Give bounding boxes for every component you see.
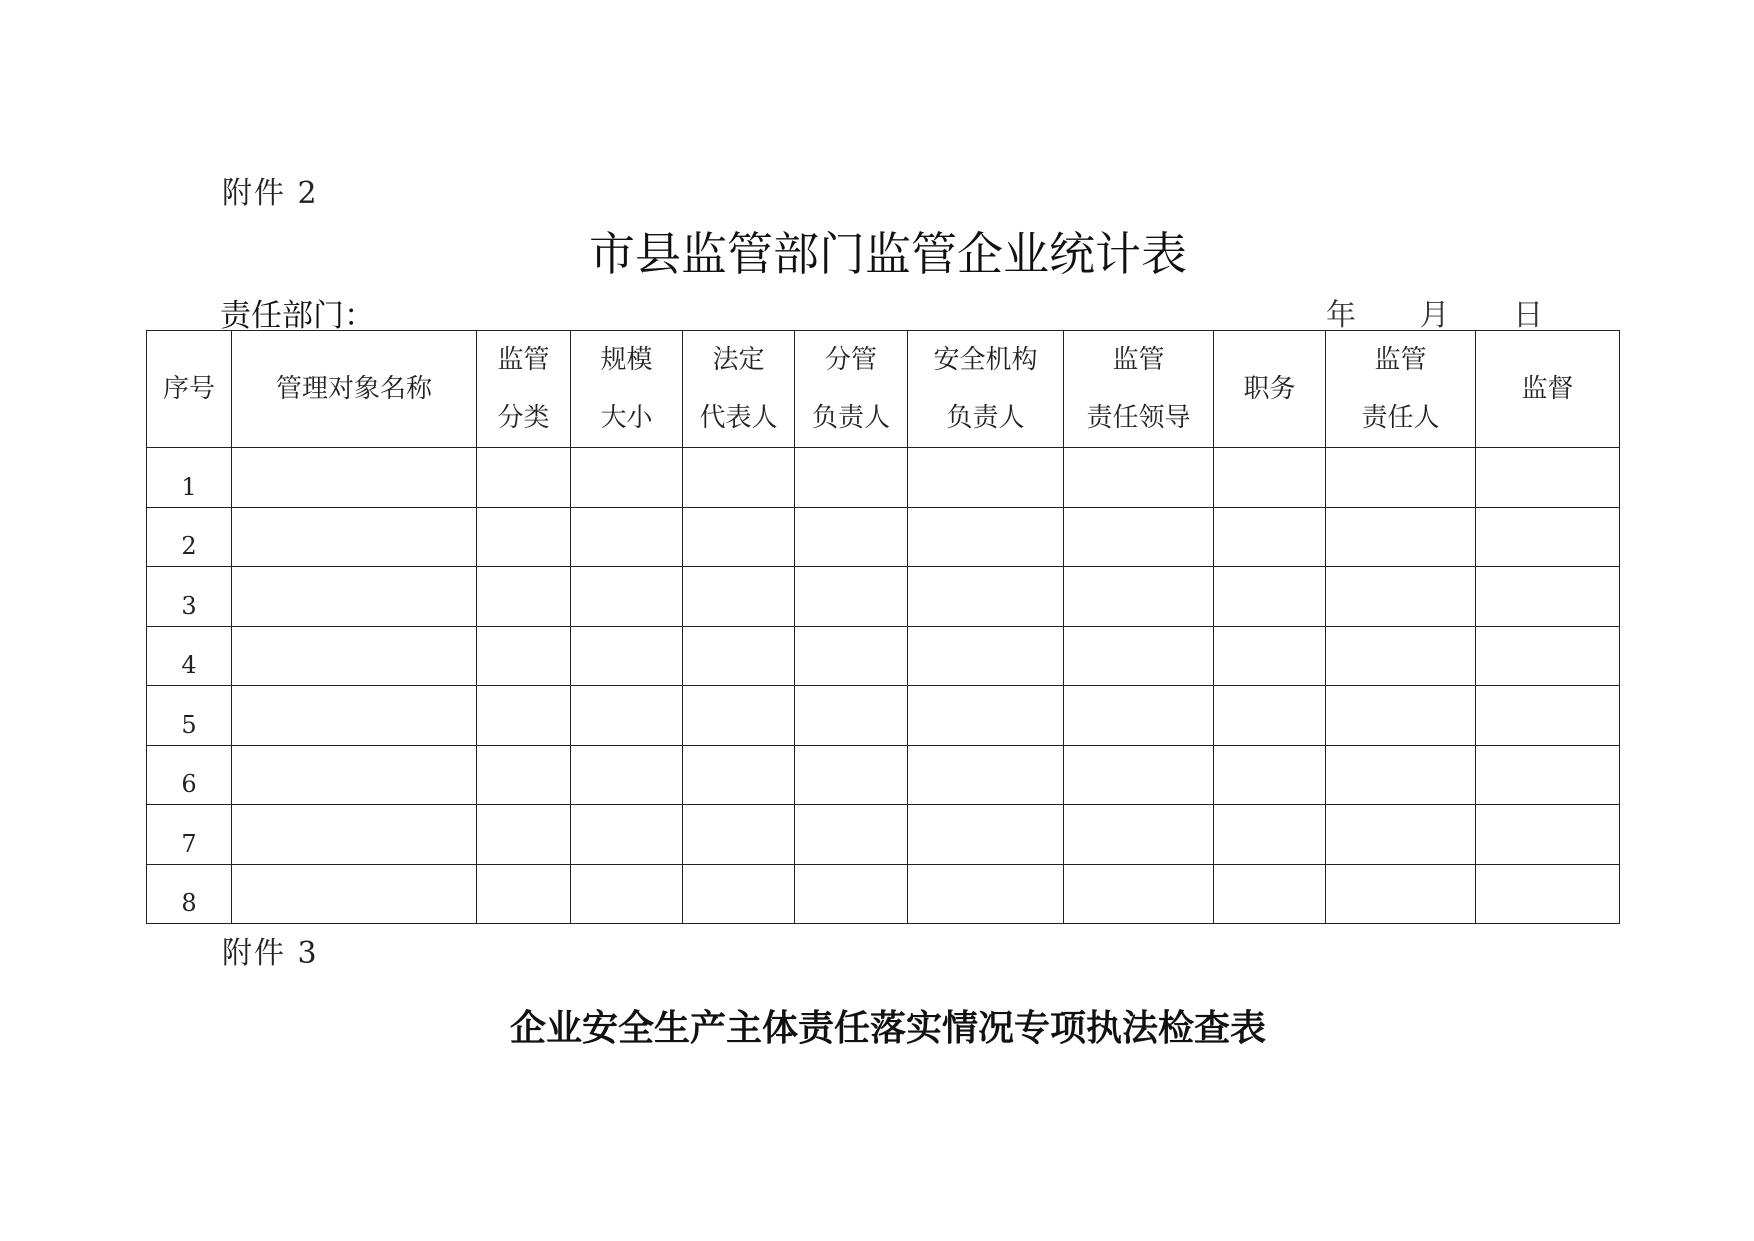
year-label: 年 bbox=[1326, 298, 1356, 333]
table-cell[interactable] bbox=[477, 864, 571, 924]
table-cell[interactable] bbox=[908, 507, 1064, 567]
table-cell[interactable] bbox=[571, 507, 683, 567]
row-number: 5 bbox=[147, 686, 232, 746]
table-cell[interactable] bbox=[1476, 805, 1620, 865]
table-cell[interactable] bbox=[908, 448, 1064, 508]
row-number: 2 bbox=[147, 507, 232, 567]
table-cell[interactable] bbox=[571, 864, 683, 924]
table-cell[interactable] bbox=[477, 626, 571, 686]
table-cell[interactable] bbox=[232, 745, 477, 805]
table-cell[interactable] bbox=[1214, 805, 1326, 865]
table-cell[interactable] bbox=[1476, 448, 1620, 508]
table-row bbox=[147, 626, 1620, 686]
table-cell[interactable] bbox=[1476, 507, 1620, 567]
table-cell[interactable] bbox=[232, 864, 477, 924]
day-label: 日 bbox=[1513, 298, 1544, 333]
table-cell[interactable] bbox=[477, 745, 571, 805]
table-cell[interactable] bbox=[571, 686, 683, 746]
table-header-row bbox=[147, 331, 1620, 448]
table-cell[interactable] bbox=[571, 626, 683, 686]
table-row bbox=[147, 507, 1620, 567]
table-row bbox=[147, 567, 1620, 627]
header-cell: 职务 bbox=[1214, 331, 1326, 448]
table-cell[interactable] bbox=[1326, 745, 1476, 805]
table-body bbox=[147, 448, 1620, 924]
table-cell[interactable] bbox=[477, 686, 571, 746]
table-cell[interactable] bbox=[1064, 686, 1214, 746]
table-cell[interactable] bbox=[683, 507, 795, 567]
table-cell[interactable] bbox=[795, 448, 908, 508]
table-cell[interactable] bbox=[683, 567, 795, 627]
table-cell[interactable] bbox=[1064, 745, 1214, 805]
attachment-2-label: 附件 2 bbox=[222, 176, 319, 211]
header-cell: 监管 责任人 bbox=[1326, 331, 1476, 448]
table-cell[interactable] bbox=[232, 507, 477, 567]
row-number: 4 bbox=[147, 626, 232, 686]
table-cell[interactable] bbox=[908, 686, 1064, 746]
table-cell[interactable] bbox=[1064, 507, 1214, 567]
table-cell[interactable] bbox=[795, 864, 908, 924]
table-cell[interactable] bbox=[232, 626, 477, 686]
table-cell[interactable] bbox=[1064, 567, 1214, 627]
table-cell[interactable] bbox=[1214, 686, 1326, 746]
table-cell[interactable] bbox=[1326, 626, 1476, 686]
table-cell[interactable] bbox=[683, 805, 795, 865]
table-row bbox=[147, 686, 1620, 746]
table-cell[interactable] bbox=[232, 448, 477, 508]
table-cell[interactable] bbox=[1476, 626, 1620, 686]
table-cell[interactable] bbox=[1214, 864, 1326, 924]
table-row bbox=[147, 864, 1620, 924]
table-cell[interactable] bbox=[795, 745, 908, 805]
header-cell: 分管 负责人 bbox=[795, 331, 908, 448]
table-cell[interactable] bbox=[795, 507, 908, 567]
month-label: 月 bbox=[1419, 298, 1450, 333]
table-cell[interactable] bbox=[1326, 567, 1476, 627]
table-cell[interactable] bbox=[1326, 864, 1476, 924]
table-cell[interactable] bbox=[232, 686, 477, 746]
table-cell[interactable] bbox=[908, 745, 1064, 805]
table-cell[interactable] bbox=[1064, 864, 1214, 924]
table-cell[interactable] bbox=[1214, 745, 1326, 805]
header-cell: 监管 分类 bbox=[477, 331, 571, 448]
row-number: 6 bbox=[147, 745, 232, 805]
table-cell[interactable] bbox=[1214, 567, 1326, 627]
table-cell[interactable] bbox=[232, 567, 477, 627]
table-cell[interactable] bbox=[571, 745, 683, 805]
table-cell[interactable] bbox=[795, 805, 908, 865]
table-cell[interactable] bbox=[1476, 745, 1620, 805]
table-cell[interactable] bbox=[1214, 448, 1326, 508]
header-cell: 监督 bbox=[1476, 331, 1620, 448]
table-cell[interactable] bbox=[1064, 448, 1214, 508]
table-cell[interactable] bbox=[908, 805, 1064, 865]
table-cell[interactable] bbox=[795, 626, 908, 686]
table-cell[interactable] bbox=[232, 805, 477, 865]
table-row bbox=[147, 745, 1620, 805]
table-cell[interactable] bbox=[908, 626, 1064, 686]
table-cell[interactable] bbox=[795, 567, 908, 627]
table-cell[interactable] bbox=[683, 626, 795, 686]
header-cell: 规模 大小 bbox=[571, 331, 683, 448]
table-cell[interactable] bbox=[477, 448, 571, 508]
table-cell[interactable] bbox=[683, 686, 795, 746]
table-cell[interactable] bbox=[1064, 626, 1214, 686]
table-row bbox=[147, 805, 1620, 865]
header-cell: 安全机构 负责人 bbox=[908, 331, 1064, 448]
table-cell[interactable] bbox=[1326, 507, 1476, 567]
table-cell[interactable] bbox=[1064, 805, 1214, 865]
header-cell: 序号 bbox=[147, 331, 232, 448]
table-cell[interactable] bbox=[571, 567, 683, 627]
row-number: 3 bbox=[147, 567, 232, 627]
table-cell[interactable] bbox=[683, 864, 795, 924]
table-cell[interactable] bbox=[477, 805, 571, 865]
header-cell: 管理对象名称 bbox=[232, 331, 477, 448]
table-cell[interactable] bbox=[477, 507, 571, 567]
table-cell[interactable] bbox=[1214, 626, 1326, 686]
header-cell: 监管 责任领导 bbox=[1064, 331, 1214, 448]
section-title: 企业安全生产主体责任落实情况专项执法检查表 bbox=[509, 1007, 1266, 1049]
table-cell[interactable] bbox=[683, 448, 795, 508]
table-cell[interactable] bbox=[683, 745, 795, 805]
department-label: 责任部门： bbox=[220, 298, 375, 334]
row-number: 7 bbox=[147, 805, 232, 865]
table-cell[interactable] bbox=[1476, 686, 1620, 746]
row-number: 8 bbox=[147, 864, 232, 924]
table-cell[interactable] bbox=[1476, 864, 1620, 924]
table-cell[interactable] bbox=[1476, 567, 1620, 627]
table-row bbox=[147, 448, 1620, 508]
table-cell[interactable] bbox=[908, 864, 1064, 924]
table-cell[interactable] bbox=[1214, 507, 1326, 567]
page-title: 市县监管部门监管企业统计表 bbox=[589, 227, 1187, 281]
header-cell: 法定 代表人 bbox=[683, 331, 795, 448]
table-cell[interactable] bbox=[477, 567, 571, 627]
table-cell[interactable] bbox=[795, 686, 908, 746]
table-cell[interactable] bbox=[571, 805, 683, 865]
attachment-3-label: 附件 3 bbox=[222, 936, 319, 971]
table-cell[interactable] bbox=[908, 567, 1064, 627]
table-cell[interactable] bbox=[1326, 686, 1476, 746]
date-field bbox=[1326, 290, 1577, 334]
table-cell[interactable] bbox=[571, 448, 683, 508]
row-number: 1 bbox=[147, 448, 232, 508]
table-cell[interactable] bbox=[1326, 448, 1476, 508]
statistics-table bbox=[146, 330, 1620, 924]
table-cell[interactable] bbox=[1326, 805, 1476, 865]
